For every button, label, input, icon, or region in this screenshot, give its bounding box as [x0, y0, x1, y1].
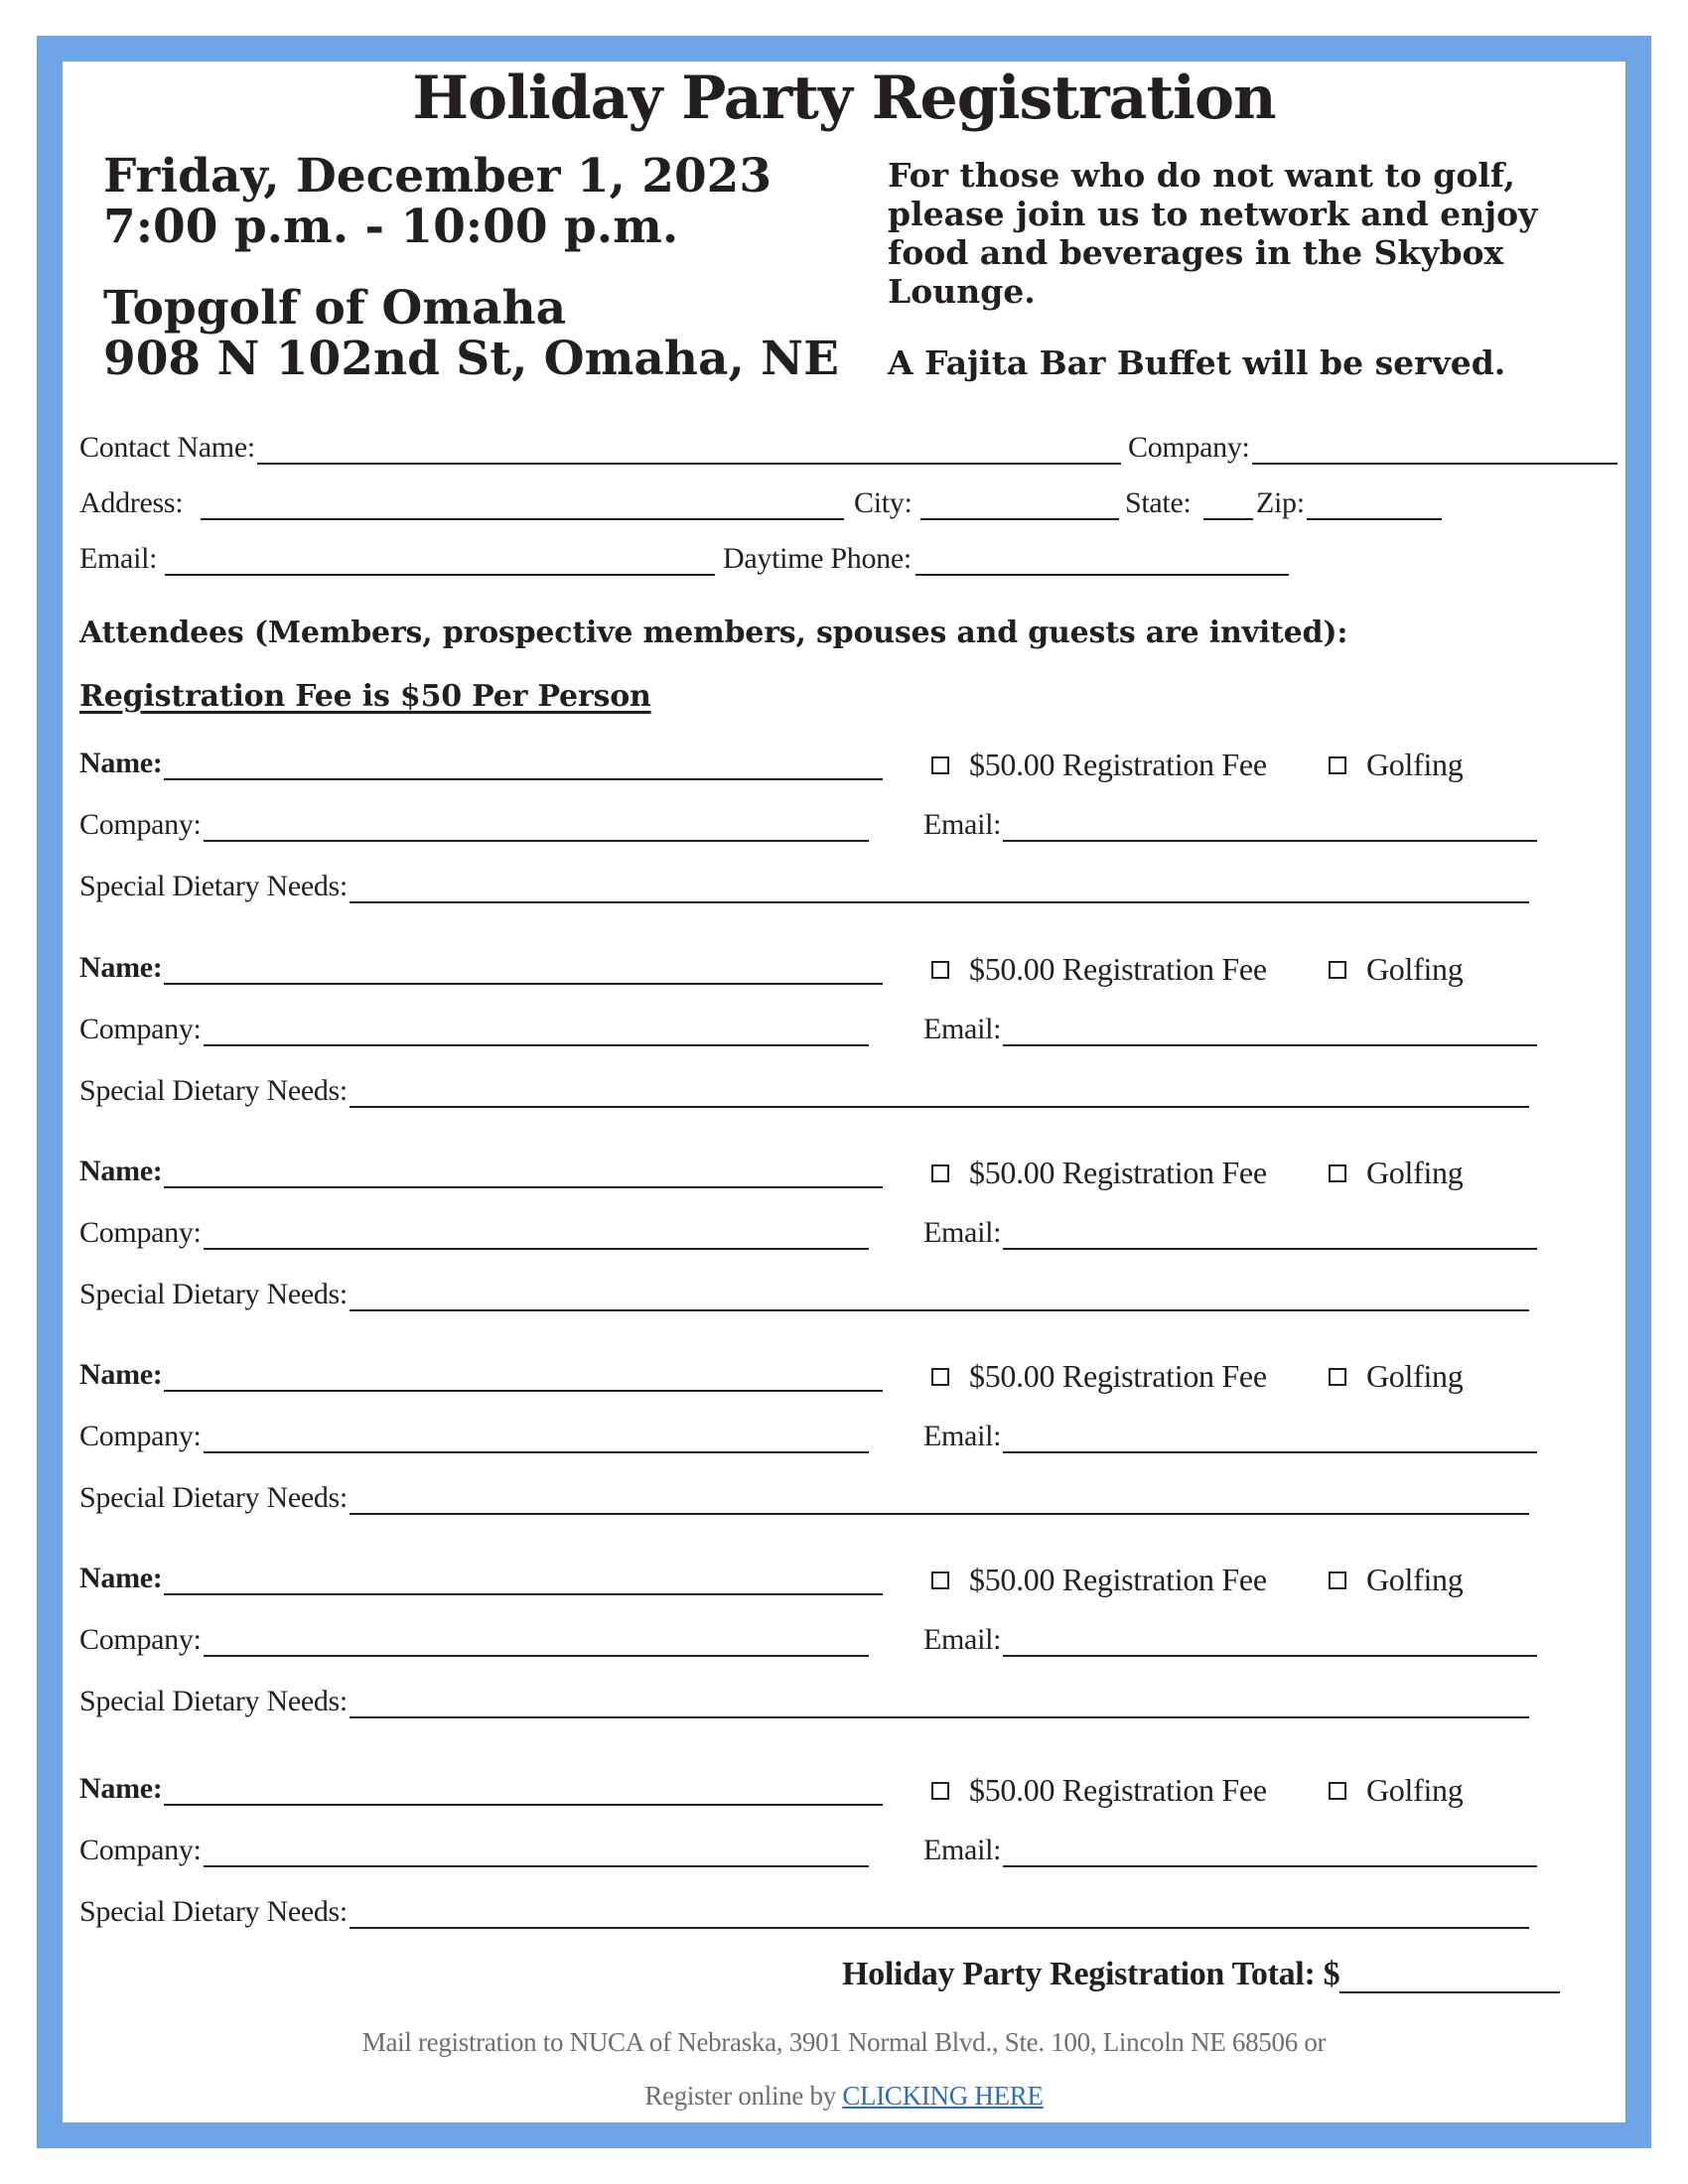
contact-name-field[interactable]: [79, 431, 1121, 465]
attendee-company-label: Company:: [79, 1623, 202, 1656]
attendee-company-label: Company:: [79, 1216, 202, 1249]
attendees-heading: Attendees (Members, prospective members, spouses and guests are invited):: [79, 615, 1348, 650]
registration-total-line[interactable]: [1339, 1962, 1560, 1993]
state-field[interactable]: [1125, 486, 1253, 520]
attendee-email-label: Email:: [923, 1623, 1002, 1656]
zip-label: Zip:: [1256, 486, 1305, 519]
fee-option[interactable]: [931, 1562, 1267, 1598]
fee-checkbox[interactable]: [931, 1571, 949, 1589]
attendee-company-field[interactable]: [79, 1013, 869, 1046]
contact-email-line[interactable]: [165, 546, 715, 576]
attendee-name-field[interactable]: [79, 951, 883, 985]
golf-checkbox[interactable]: [1329, 756, 1346, 774]
fee-checkbox[interactable]: [931, 961, 949, 979]
attendee-company-field[interactable]: [79, 808, 869, 842]
dietary-needs-field[interactable]: [79, 1685, 1529, 1718]
dietary-needs-field[interactable]: [79, 870, 1529, 903]
attendee-email-field[interactable]: [923, 1834, 1537, 1867]
attendee-email-label: Email:: [923, 1420, 1002, 1452]
dietary-needs-field[interactable]: [79, 1481, 1529, 1515]
attendee-name-field[interactable]: [79, 1562, 883, 1595]
event-time: 7:00 p.m. - 10:00 p.m.: [103, 200, 679, 254]
golf-option[interactable]: [1329, 951, 1463, 988]
daytime-phone-line[interactable]: [915, 546, 1289, 576]
registration-total-label: Holiday Party Registration Total: $: [842, 1956, 1340, 1992]
mail-instructions: Mail registration to NUCA of Nebraska, 3901 Normal Blvd., Ste. 100, Lincoln NE 68506 or: [361, 2027, 1327, 2057]
state-label: State:: [1125, 486, 1192, 519]
zip-field[interactable]: [1256, 486, 1442, 520]
dietary-needs-line[interactable]: [350, 1282, 1529, 1311]
attendee-company-field[interactable]: [79, 1834, 869, 1867]
attendee-name-line[interactable]: [164, 1159, 883, 1188]
attendee-company-label: Company:: [79, 1420, 202, 1452]
attendee-name-line[interactable]: [164, 1362, 883, 1392]
attendee-email-line[interactable]: [1003, 812, 1537, 842]
attendee-company-line[interactable]: [204, 1424, 869, 1453]
golf-option[interactable]: [1329, 1155, 1463, 1191]
zip-line[interactable]: [1307, 490, 1442, 520]
contact-name-label: Contact Name:: [79, 431, 255, 464]
online-registration: [0, 2081, 1688, 2112]
daytime-phone-field[interactable]: [723, 542, 1289, 576]
attendee-email-line[interactable]: [1003, 1424, 1537, 1453]
contact-company-label: Company:: [1128, 431, 1250, 464]
fee-checkbox[interactable]: [931, 1368, 949, 1386]
attendee-name-field[interactable]: [79, 747, 883, 780]
attendee-email-label: Email:: [923, 1216, 1002, 1249]
attendee-company-line[interactable]: [204, 812, 869, 842]
dietary-needs-line[interactable]: [350, 874, 1529, 903]
online-prefix: Register online by: [644, 2081, 836, 2111]
dietary-needs-line[interactable]: [350, 1485, 1529, 1515]
dietary-needs-label: Special Dietary Needs:: [79, 1481, 348, 1514]
registration-total[interactable]: [842, 1956, 1560, 1993]
event-address: 908 N 102nd St, Omaha, NE: [103, 332, 839, 386]
fee-option-label: $50.00 Registration Fee: [969, 951, 1267, 987]
golf-checkbox[interactable]: [1329, 1368, 1346, 1386]
golf-option[interactable]: [1329, 1562, 1463, 1598]
golf-option-label: Golfing: [1366, 1358, 1464, 1394]
dietary-needs-label: Special Dietary Needs:: [79, 1278, 348, 1310]
attendee-company-line[interactable]: [204, 1220, 869, 1250]
golf-checkbox[interactable]: [1329, 1164, 1346, 1182]
fee-option[interactable]: [931, 1772, 1267, 1809]
attendee-name-line[interactable]: [164, 1776, 883, 1806]
golf-checkbox[interactable]: [1329, 1571, 1346, 1589]
attendee-email-line[interactable]: [1003, 1627, 1537, 1657]
city-field[interactable]: [854, 486, 1119, 520]
fee-option[interactable]: [931, 1358, 1267, 1395]
attendee-name-line[interactable]: [164, 1566, 883, 1595]
dietary-needs-field[interactable]: [79, 1278, 1529, 1311]
golf-checkbox[interactable]: [1329, 1782, 1346, 1800]
attendee-email-line[interactable]: [1003, 1220, 1537, 1250]
contact-name-line[interactable]: [257, 435, 1121, 465]
attendee-name-line[interactable]: [164, 751, 883, 780]
attendee-name-label: Name:: [79, 747, 163, 779]
attendee-email-label: Email:: [923, 1834, 1002, 1866]
dietary-needs-line[interactable]: [350, 1689, 1529, 1718]
dietary-needs-label: Special Dietary Needs:: [79, 1895, 348, 1928]
event-date: Friday, December 1, 2023: [103, 149, 773, 204]
fee-option-label: $50.00 Registration Fee: [969, 1358, 1267, 1394]
attendee-email-label: Email:: [923, 808, 1002, 841]
fee-option-label: $50.00 Registration Fee: [969, 747, 1267, 782]
address-label: Address:: [79, 486, 184, 519]
page-title: Holiday Party Registration: [412, 64, 1276, 133]
dietary-needs-label: Special Dietary Needs:: [79, 1685, 348, 1717]
attendee-company-line[interactable]: [204, 1838, 869, 1867]
attendee-email-line[interactable]: [1003, 1838, 1537, 1867]
attendee-company-label: Company:: [79, 808, 202, 841]
contact-email-field[interactable]: [79, 542, 715, 576]
golf-checkbox[interactable]: [1329, 961, 1346, 979]
attendee-email-field[interactable]: [923, 1420, 1537, 1453]
state-line[interactable]: [1203, 490, 1253, 520]
attendee-email-field[interactable]: [923, 808, 1537, 842]
fee-option-label: $50.00 Registration Fee: [969, 1562, 1267, 1597]
fee-option[interactable]: [931, 1155, 1267, 1191]
attendee-email-line[interactable]: [1003, 1017, 1537, 1046]
golf-option[interactable]: [1329, 747, 1463, 783]
attendee-email-field[interactable]: [923, 1013, 1537, 1046]
address-field[interactable]: [79, 486, 844, 520]
attendee-name-label: Name:: [79, 951, 163, 984]
attendee-company-field[interactable]: [79, 1420, 869, 1453]
fee-checkbox[interactable]: [931, 756, 949, 774]
attendee-name-label: Name:: [79, 1358, 163, 1391]
attendee-company-line[interactable]: [204, 1627, 869, 1657]
attendee-company-label: Company:: [79, 1834, 202, 1866]
golf-option-label: Golfing: [1366, 747, 1464, 782]
golf-option-label: Golfing: [1366, 1155, 1464, 1190]
dietary-needs-label: Special Dietary Needs:: [79, 1074, 348, 1107]
attendee-company-line[interactable]: [204, 1017, 869, 1046]
attendee-company-field[interactable]: [79, 1623, 869, 1657]
fee-option[interactable]: [931, 951, 1267, 988]
golf-option[interactable]: [1329, 1358, 1463, 1395]
event-venue: Topgolf of Omaha: [103, 281, 567, 336]
golf-option-label: Golfing: [1366, 1772, 1464, 1808]
fee-checkbox[interactable]: [931, 1164, 949, 1182]
attendee-name-field[interactable]: [79, 1772, 883, 1806]
attendee-email-field[interactable]: [923, 1216, 1537, 1250]
attendee-name-line[interactable]: [164, 955, 883, 985]
golf-option[interactable]: [1329, 1772, 1463, 1809]
fee-option-label: $50.00 Registration Fee: [969, 1155, 1267, 1190]
contact-company-field[interactable]: [1128, 431, 1618, 465]
golf-option-label: Golfing: [1366, 1562, 1464, 1597]
attendee-company-field[interactable]: [79, 1216, 869, 1250]
attendee-name-label: Name:: [79, 1772, 163, 1805]
city-label: City:: [854, 486, 913, 519]
golf-option-label: Golfing: [1366, 951, 1464, 987]
address-line[interactable]: [201, 490, 844, 520]
attendee-email-label: Email:: [923, 1013, 1002, 1045]
contact-email-label: Email:: [79, 542, 158, 575]
event-invite-text: For those who do not want to golf, please join us to network and enjoy food and beverages in the Skybox Lounge.: [888, 156, 1538, 311]
attendee-name-label: Name:: [79, 1562, 163, 1594]
city-line[interactable]: [920, 490, 1119, 520]
attendee-name-field[interactable]: [79, 1358, 883, 1392]
dietary-needs-field[interactable]: [79, 1074, 1529, 1108]
fee-checkbox[interactable]: [931, 1782, 949, 1800]
dietary-needs-label: Special Dietary Needs:: [79, 870, 348, 902]
dietary-needs-field[interactable]: [79, 1895, 1529, 1929]
fee-heading: Registration Fee is $50 Per Person: [79, 679, 651, 714]
dietary-needs-line[interactable]: [350, 1078, 1529, 1108]
attendee-company-label: Company:: [79, 1013, 202, 1045]
fee-option[interactable]: [931, 747, 1267, 783]
buffet-note: A Fajita Bar Buffet will be served.: [888, 343, 1506, 382]
attendee-name-field[interactable]: [79, 1155, 883, 1188]
fee-option-label: $50.00 Registration Fee: [969, 1772, 1267, 1808]
contact-company-line[interactable]: [1252, 435, 1618, 465]
daytime-phone-label: Daytime Phone:: [723, 542, 912, 575]
dietary-needs-line[interactable]: [350, 1899, 1529, 1929]
attendee-name-label: Name:: [79, 1155, 163, 1187]
register-online-link[interactable]: CLICKING HERE: [842, 2081, 1044, 2111]
attendee-email-field[interactable]: [923, 1623, 1537, 1657]
